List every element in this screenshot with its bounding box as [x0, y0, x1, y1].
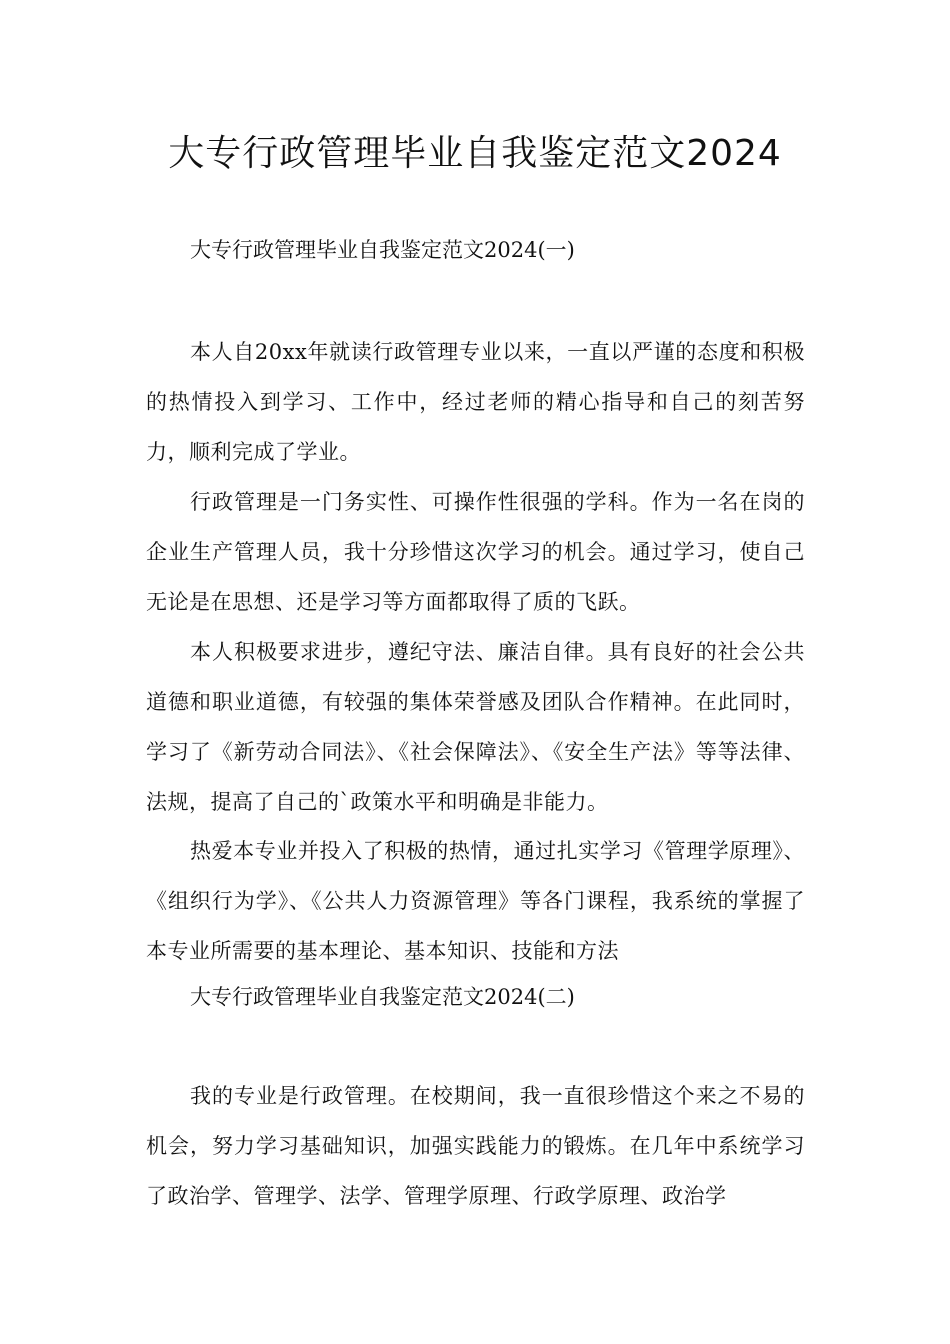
paragraph: 行政管理是一门务实性、可操作性很强的学科。作为一名在岗的企业生产管理人员，我十分珍惜这次学习的机会。通过学习，使自己无论是在思想、还是学习等方面都取得了质的飞跃。 — [146, 490, 805, 614]
document-title: 大专行政管理毕业自我鉴定范文2024 — [168, 133, 782, 174]
paragraph: 本人自20xx年就读行政管理专业以来，一直以严谨的态度和积极的热情投入到学习、工作中，经过老师的精心指导和自己的刻苦努力，顺利完成了学业。 — [146, 340, 805, 464]
paragraph: 热爱本专业并投入了积极的热情，通过扎实学习《管理学原理》、《组织行为学》、《公共人力资源管理》等各门课程，我系统的掌握了本专业所需要的基本理论、基本知识、技能和方法 — [146, 839, 805, 963]
section-heading-1: 大专行政管理毕业自我鉴定范文2024(一) — [190, 238, 575, 262]
section-heading-2: 大专行政管理毕业自我鉴定范文2024(二) — [190, 985, 575, 1009]
paragraph: 本人积极要求进步，遵纪守法、廉洁自律。具有良好的社会公共道德和职业道德，有较强的集体荣誉感及团队合作精神。在此同时，学习了《新劳动合同法》、《社会保障法》、《安全生产法》等等法律、法规，提高了自己的`政策水平和明确是非能力。 — [146, 640, 805, 814]
paragraph: 我的专业是行政管理。在校期间，我一直很珍惜这个来之不易的机会，努力学习基础知识，加强实践能力的锻炼。在几年中系统学习了政治学、管理学、法学、管理学原理、行政学原理、政治学 — [146, 1084, 805, 1208]
